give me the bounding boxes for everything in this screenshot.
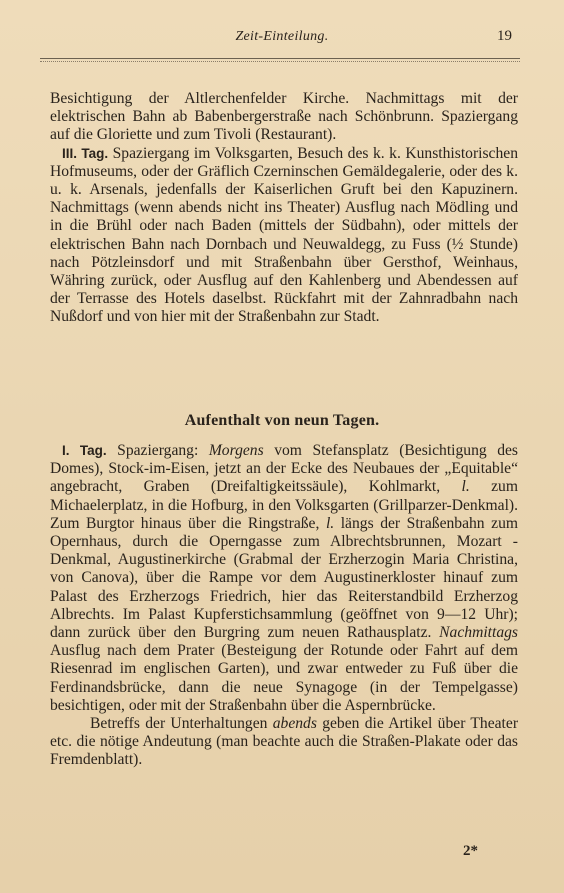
paragraph-day-one [50, 442, 518, 715]
signature-mark: 2* [463, 843, 478, 859]
emphasis-nachmittags: Nachmittags [439, 624, 518, 642]
text-run: längs der Straßenbahn zum Opernhaus, durch die Operngasse zum Albrechtsbrunnen, Mozart - Denkmal, Augustinerkirche (Grabmal der Erzherzogin Maria Christina, von Canova), über die Rampe vor dem Augustinerkloster hinauf zum Palast des Erzherzogs Friedrich, hier das Reiterstandbild Erzherzog Albrechts. Im Palast Kupferstichsammlung (geöffnet von 9—12 Uhr); dann zurück über den Burgring zum neuen Rathausplatz. [50, 514, 519, 642]
text-run: Ausflug nach dem Prater (Besteigung der Rotunde oder Fahrt auf dem Riesenrad im englischen Garten), und zwar entweder zu Fuß über die Ferdinandsbrücke, dann die neue Synagoge (in der Tempelgasse) besichtigen, oder mit der Straßenbahn über die Aspernbrücke. [50, 642, 518, 714]
header-rule [40, 58, 520, 59]
text-run: vom Stefansplatz (Besichtigung des Domes), Stock-im-Eisen, jetzt an der Ecke des Neubaues der „Equitable“ angebracht, Graben (Dreifaltigkeitssäule), Kohlmarkt, [50, 442, 518, 496]
emphasis-l: l. [325, 514, 335, 532]
section-heading: Aufenthalt von neun Tagen. [184, 412, 380, 429]
day-label: I. Tag. [62, 443, 107, 458]
paragraph-day-three [50, 145, 518, 327]
text-run: geben die Artikel über Theater etc. die nötige Andeutung (man beachte auch die Straßen-Plakate oder das Fremdenblatt). [50, 715, 519, 769]
running-head [0, 26, 564, 50]
emphasis-l: l. [461, 478, 470, 496]
text-run: zum Michaelerplatz, in die Hofburg, in den Volksgarten (Grillparzer-Denkmal). Zum Burgtor hinaus über die Ringstraße, [50, 478, 518, 532]
text-run: Betreffs der Unterhaltungen [90, 715, 273, 733]
lower-text-block [50, 442, 518, 770]
text-run: Spaziergang: [106, 442, 209, 459]
page-number: 19 [497, 28, 512, 44]
paragraph-entertainment [50, 715, 518, 770]
emphasis-morgens: Morgens [208, 442, 264, 459]
running-title: Zeit-Einteilung. [235, 29, 329, 44]
upper-text-block [50, 90, 518, 327]
emphasis-abends: abends [272, 715, 317, 733]
header-rule-dotted [40, 61, 520, 62]
day-label: III. Tag. [62, 145, 109, 161]
day-three-text: Spaziergang im Volksgarten, Besuch des k. k. Kunsthistorischen Hofmuseums, oder der Gräflich Czerninschen Gemäldegalerie, oder des k. u. k. Arsenals, jedenfalls der Kaiserlichen Gruft bei den Kapuzinern. Nachmittags (wenn abends nicht ins Theater) Ausflug nach Mödling und in die Brühl oder nach Baden (mittels der Südbahn), oder mittels der elektrischen Bahn nach Dornbach und Neuwaldegg, zu Fuss (½ Stunde) nach Pötzleinsdorf und mit Straßenbahn über Gersthof, Weinhaus, Währing zurück, oder Ausflug auf den Kahlenberg und Abendessen auf der Terrasse des Hotels daselbst. Rückfahrt mit der Zahnradbahn nach Nußdorf und von hier mit der Straßenbahn zur Stadt. [50, 144, 518, 326]
paragraph-continuation: Besichtigung der Altlerchenfelder Kirche. Nachmittags mit der elektrischen Bahn ab Babenbergerstraße nach Schönbrunn. Spaziergang auf die Gloriette und zum Tivoli (Restaurant). [50, 90, 518, 144]
